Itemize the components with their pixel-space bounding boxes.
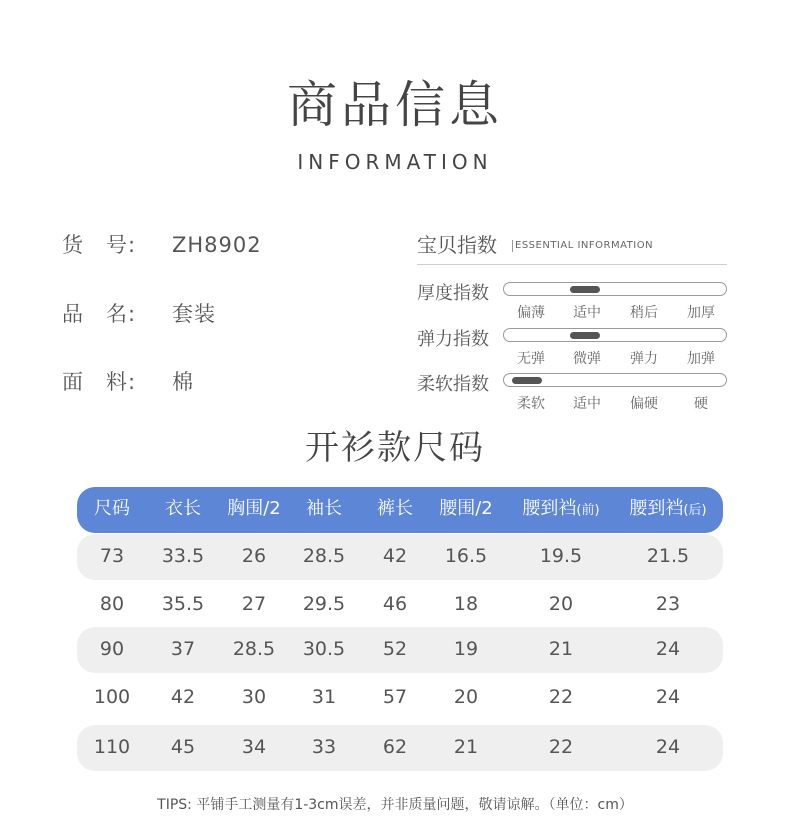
column-header xyxy=(77,487,147,533)
table-cell: 42 xyxy=(382,545,408,567)
index-track xyxy=(503,373,727,387)
table-row xyxy=(77,675,723,721)
table-cell: 28.5 xyxy=(232,638,276,660)
table-cell: 23 xyxy=(655,593,681,615)
info-item-name xyxy=(62,298,216,328)
info-item-fabric xyxy=(62,366,194,396)
column-header-sub: (前) xyxy=(576,503,600,518)
table-cell: 24 xyxy=(655,686,681,708)
table-cell: 30 xyxy=(241,686,267,708)
table-row xyxy=(77,582,723,628)
index-subtitle: ESSENTIAL INFORMATION xyxy=(512,240,653,252)
size-chart-title: 开衫款尺码 xyxy=(305,428,485,468)
table-cell: 80 xyxy=(99,593,125,615)
table-cell: 20 xyxy=(453,686,479,708)
table-cell: 29.5 xyxy=(302,593,346,615)
index-option: 加厚 xyxy=(687,305,715,321)
table-cell: 26 xyxy=(241,545,267,567)
page-title: 商品信息 xyxy=(287,76,503,134)
index-option: 偏硬 xyxy=(630,396,658,412)
table-cell: 21.5 xyxy=(646,545,690,567)
table-cell: 90 xyxy=(99,638,125,660)
table-cell: 21 xyxy=(548,638,574,660)
index-option: 偏薄 xyxy=(517,305,545,321)
column-header-label: 腰到裆 xyxy=(629,498,684,519)
index-label: 弹力指数 xyxy=(417,329,489,350)
table-cell: 16.5 xyxy=(444,545,488,567)
table-cell: 42 xyxy=(170,686,196,708)
column-header-label: 袖长 xyxy=(306,498,342,519)
table-cell: 22 xyxy=(548,736,574,758)
table-cell: 52 xyxy=(382,638,408,660)
index-option: 适中 xyxy=(573,396,601,412)
table-cell: 24 xyxy=(655,638,681,660)
table-cell: 19.5 xyxy=(539,545,583,567)
info-label: 品 名: xyxy=(62,302,137,326)
column-header xyxy=(506,487,616,533)
column-header-label: 尺码 xyxy=(94,498,130,519)
table-row xyxy=(77,725,723,771)
index-knob xyxy=(570,332,600,339)
column-header-label: 腰围/2 xyxy=(439,498,493,519)
info-value: ZH8902 xyxy=(172,233,262,257)
column-header xyxy=(289,487,359,533)
table-cell: 35.5 xyxy=(161,593,205,615)
info-label: 货 号: xyxy=(62,233,137,257)
column-header xyxy=(426,487,506,533)
column-header-label: 裤长 xyxy=(377,498,413,519)
table-cell: 110 xyxy=(93,736,131,758)
info-value: 套装 xyxy=(172,302,216,326)
page-subtitle: INFORMATION xyxy=(297,150,493,174)
divider xyxy=(417,264,727,265)
index-option: 微弹 xyxy=(573,351,601,367)
table-cell: 24 xyxy=(655,736,681,758)
index-track xyxy=(503,282,727,296)
index-track xyxy=(503,328,727,342)
column-header xyxy=(613,487,723,533)
column-header xyxy=(360,487,430,533)
index-title: 宝贝指数 xyxy=(417,233,497,257)
table-cell: 21 xyxy=(453,736,479,758)
column-header-label: 胸围/2 xyxy=(227,498,281,519)
table-cell: 20 xyxy=(548,593,574,615)
index-label: 厚度指数 xyxy=(417,283,489,304)
table-row xyxy=(77,534,723,580)
index-option: 适中 xyxy=(573,305,601,321)
table-cell: 45 xyxy=(170,736,196,758)
table-cell: 27 xyxy=(241,593,267,615)
table-cell: 30.5 xyxy=(302,638,346,660)
index-label: 柔软指数 xyxy=(417,374,489,395)
tips-note: TIPS: 平铺手工测量有1-3cm误差，并非质量问题，敬请谅解。（单位：cm） xyxy=(157,797,633,813)
table-cell: 33 xyxy=(311,736,337,758)
index-option: 加弹 xyxy=(687,351,715,367)
table-cell: 73 xyxy=(99,545,125,567)
table-cell: 19 xyxy=(453,638,479,660)
index-option: 无弹 xyxy=(517,351,545,367)
info-item-number xyxy=(62,229,262,259)
table-cell: 18 xyxy=(453,593,479,615)
table-cell: 62 xyxy=(382,736,408,758)
column-header xyxy=(148,487,218,533)
index-option: 稍后 xyxy=(630,305,658,321)
index-option: 弹力 xyxy=(630,351,658,367)
table-cell: 57 xyxy=(382,686,408,708)
index-knob xyxy=(512,377,542,384)
table-cell: 28.5 xyxy=(302,545,346,567)
column-header xyxy=(219,487,289,533)
table-row xyxy=(77,627,723,673)
info-label: 面 料: xyxy=(62,370,137,394)
table-cell: 31 xyxy=(311,686,337,708)
table-cell: 37 xyxy=(170,638,196,660)
table-cell: 34 xyxy=(241,736,267,758)
table-cell: 33.5 xyxy=(161,545,205,567)
table-cell: 100 xyxy=(93,686,131,708)
index-knob xyxy=(570,286,600,293)
table-cell: 22 xyxy=(548,686,574,708)
index-option: 柔软 xyxy=(517,396,545,412)
table-cell: 46 xyxy=(382,593,408,615)
column-header-label: 腰到裆 xyxy=(522,498,577,519)
info-value: 棉 xyxy=(172,370,194,394)
column-header-sub: (后) xyxy=(683,503,707,518)
column-header-label: 衣长 xyxy=(165,498,201,519)
index-option: 硬 xyxy=(694,396,708,412)
size-table-header xyxy=(77,487,723,533)
